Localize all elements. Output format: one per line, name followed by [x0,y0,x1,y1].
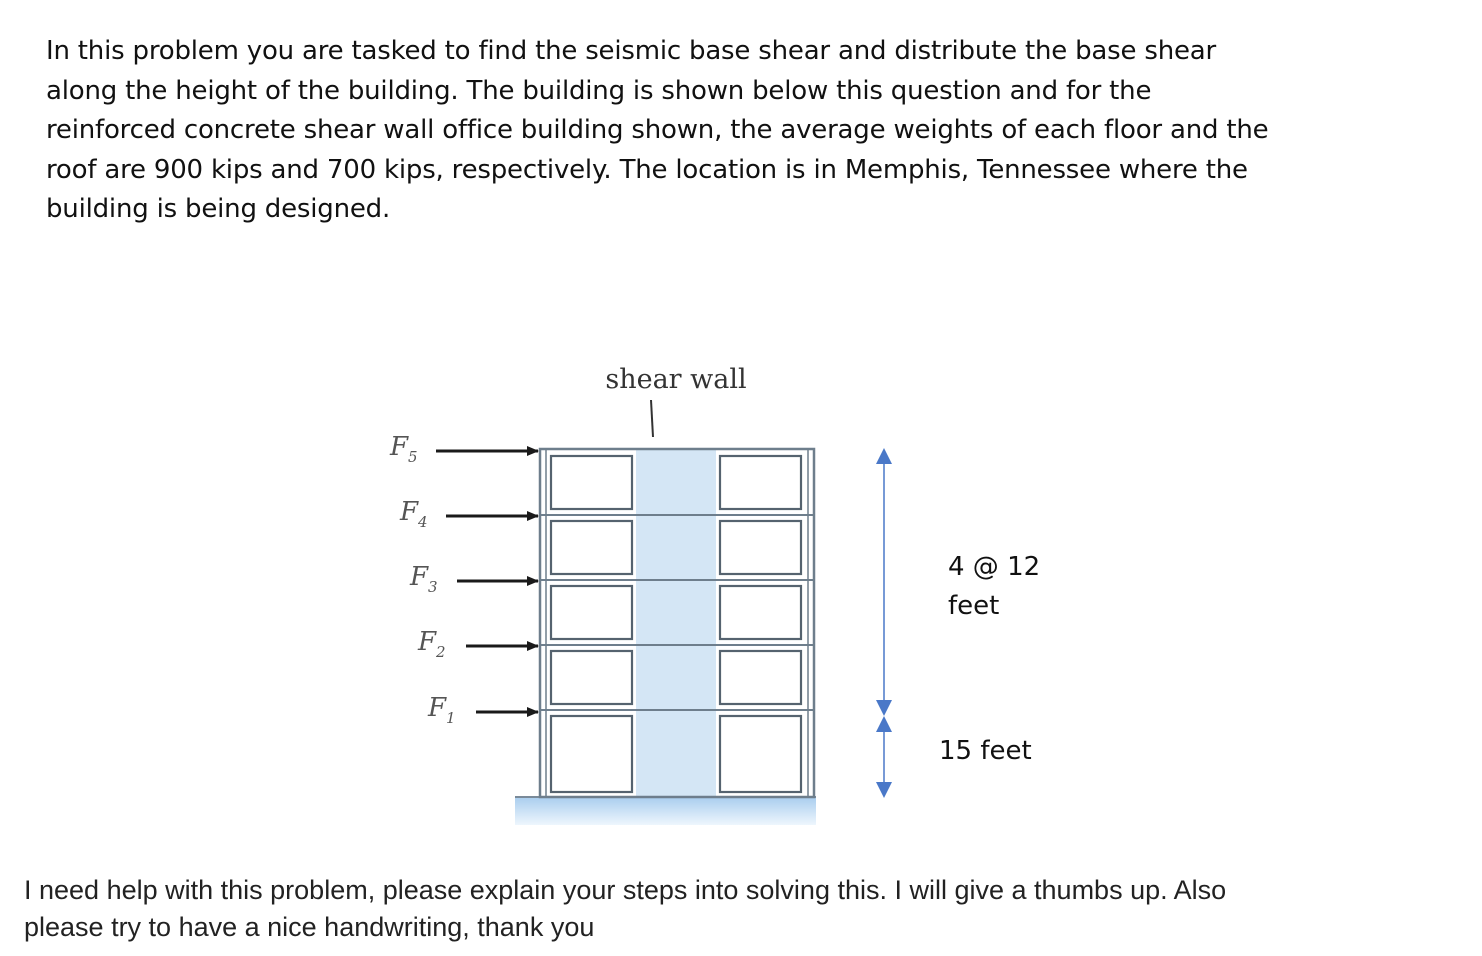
window [551,456,632,509]
force-label-f4: $F_4$ [400,497,428,531]
windows-left [551,456,632,792]
force-arrows [436,451,538,712]
caption-leader-line [651,400,653,437]
window [720,586,801,639]
window [551,716,632,792]
force-label-f3: $F_3$ [410,562,438,596]
problem-line-3: reinforced concrete shear wall office building shown, the average weights of each floor and the [46,115,1269,145]
window [551,586,632,639]
force-label-f1: $F_1$ [428,693,456,727]
force-label-f2: $F_2$ [418,627,446,661]
student-request [24,872,1424,946]
shear-wall-core [636,449,716,797]
request-line-2: please try to have a nice handwriting, thank you [24,912,595,942]
problem-line-4: roof are 900 kips and 700 kips, respectively. The location is in Memphis, Tennessee where the [46,154,1248,185]
window [720,521,801,574]
dimension-upper-value: 4 @ 12 [948,552,1041,582]
windows-right [720,456,801,792]
ground [515,797,816,825]
dimension-arrow-down-icon [876,782,892,798]
dimension-lower [876,716,892,798]
window [720,456,801,509]
problem-line-2: along the height of the building. The building is shown below this question and for the [46,75,1152,106]
dimension-arrow-down-icon [876,700,892,716]
dimension-upper-unit: feet [948,591,1000,621]
shear-wall-caption: shear wall [605,364,747,395]
problem-line-1: In this problem you are tasked to find the seismic base shear and distribute the base shear [46,36,1216,66]
request-line-1: I need help with this problem, please explain your steps into solving this. I will give a thumbs up. Also [24,875,1227,905]
dimension-lower-value: 15 feet [939,736,1032,766]
dimension-arrow-up-icon [876,448,892,464]
dimension-upper [876,448,892,716]
window [720,716,801,792]
window [551,651,632,704]
window [551,521,632,574]
problem-line-5: building is being designed. [46,194,391,224]
dimension-arrow-up-icon [876,716,892,732]
force-label-f5: $F_5$ [390,432,418,466]
window [720,651,801,704]
